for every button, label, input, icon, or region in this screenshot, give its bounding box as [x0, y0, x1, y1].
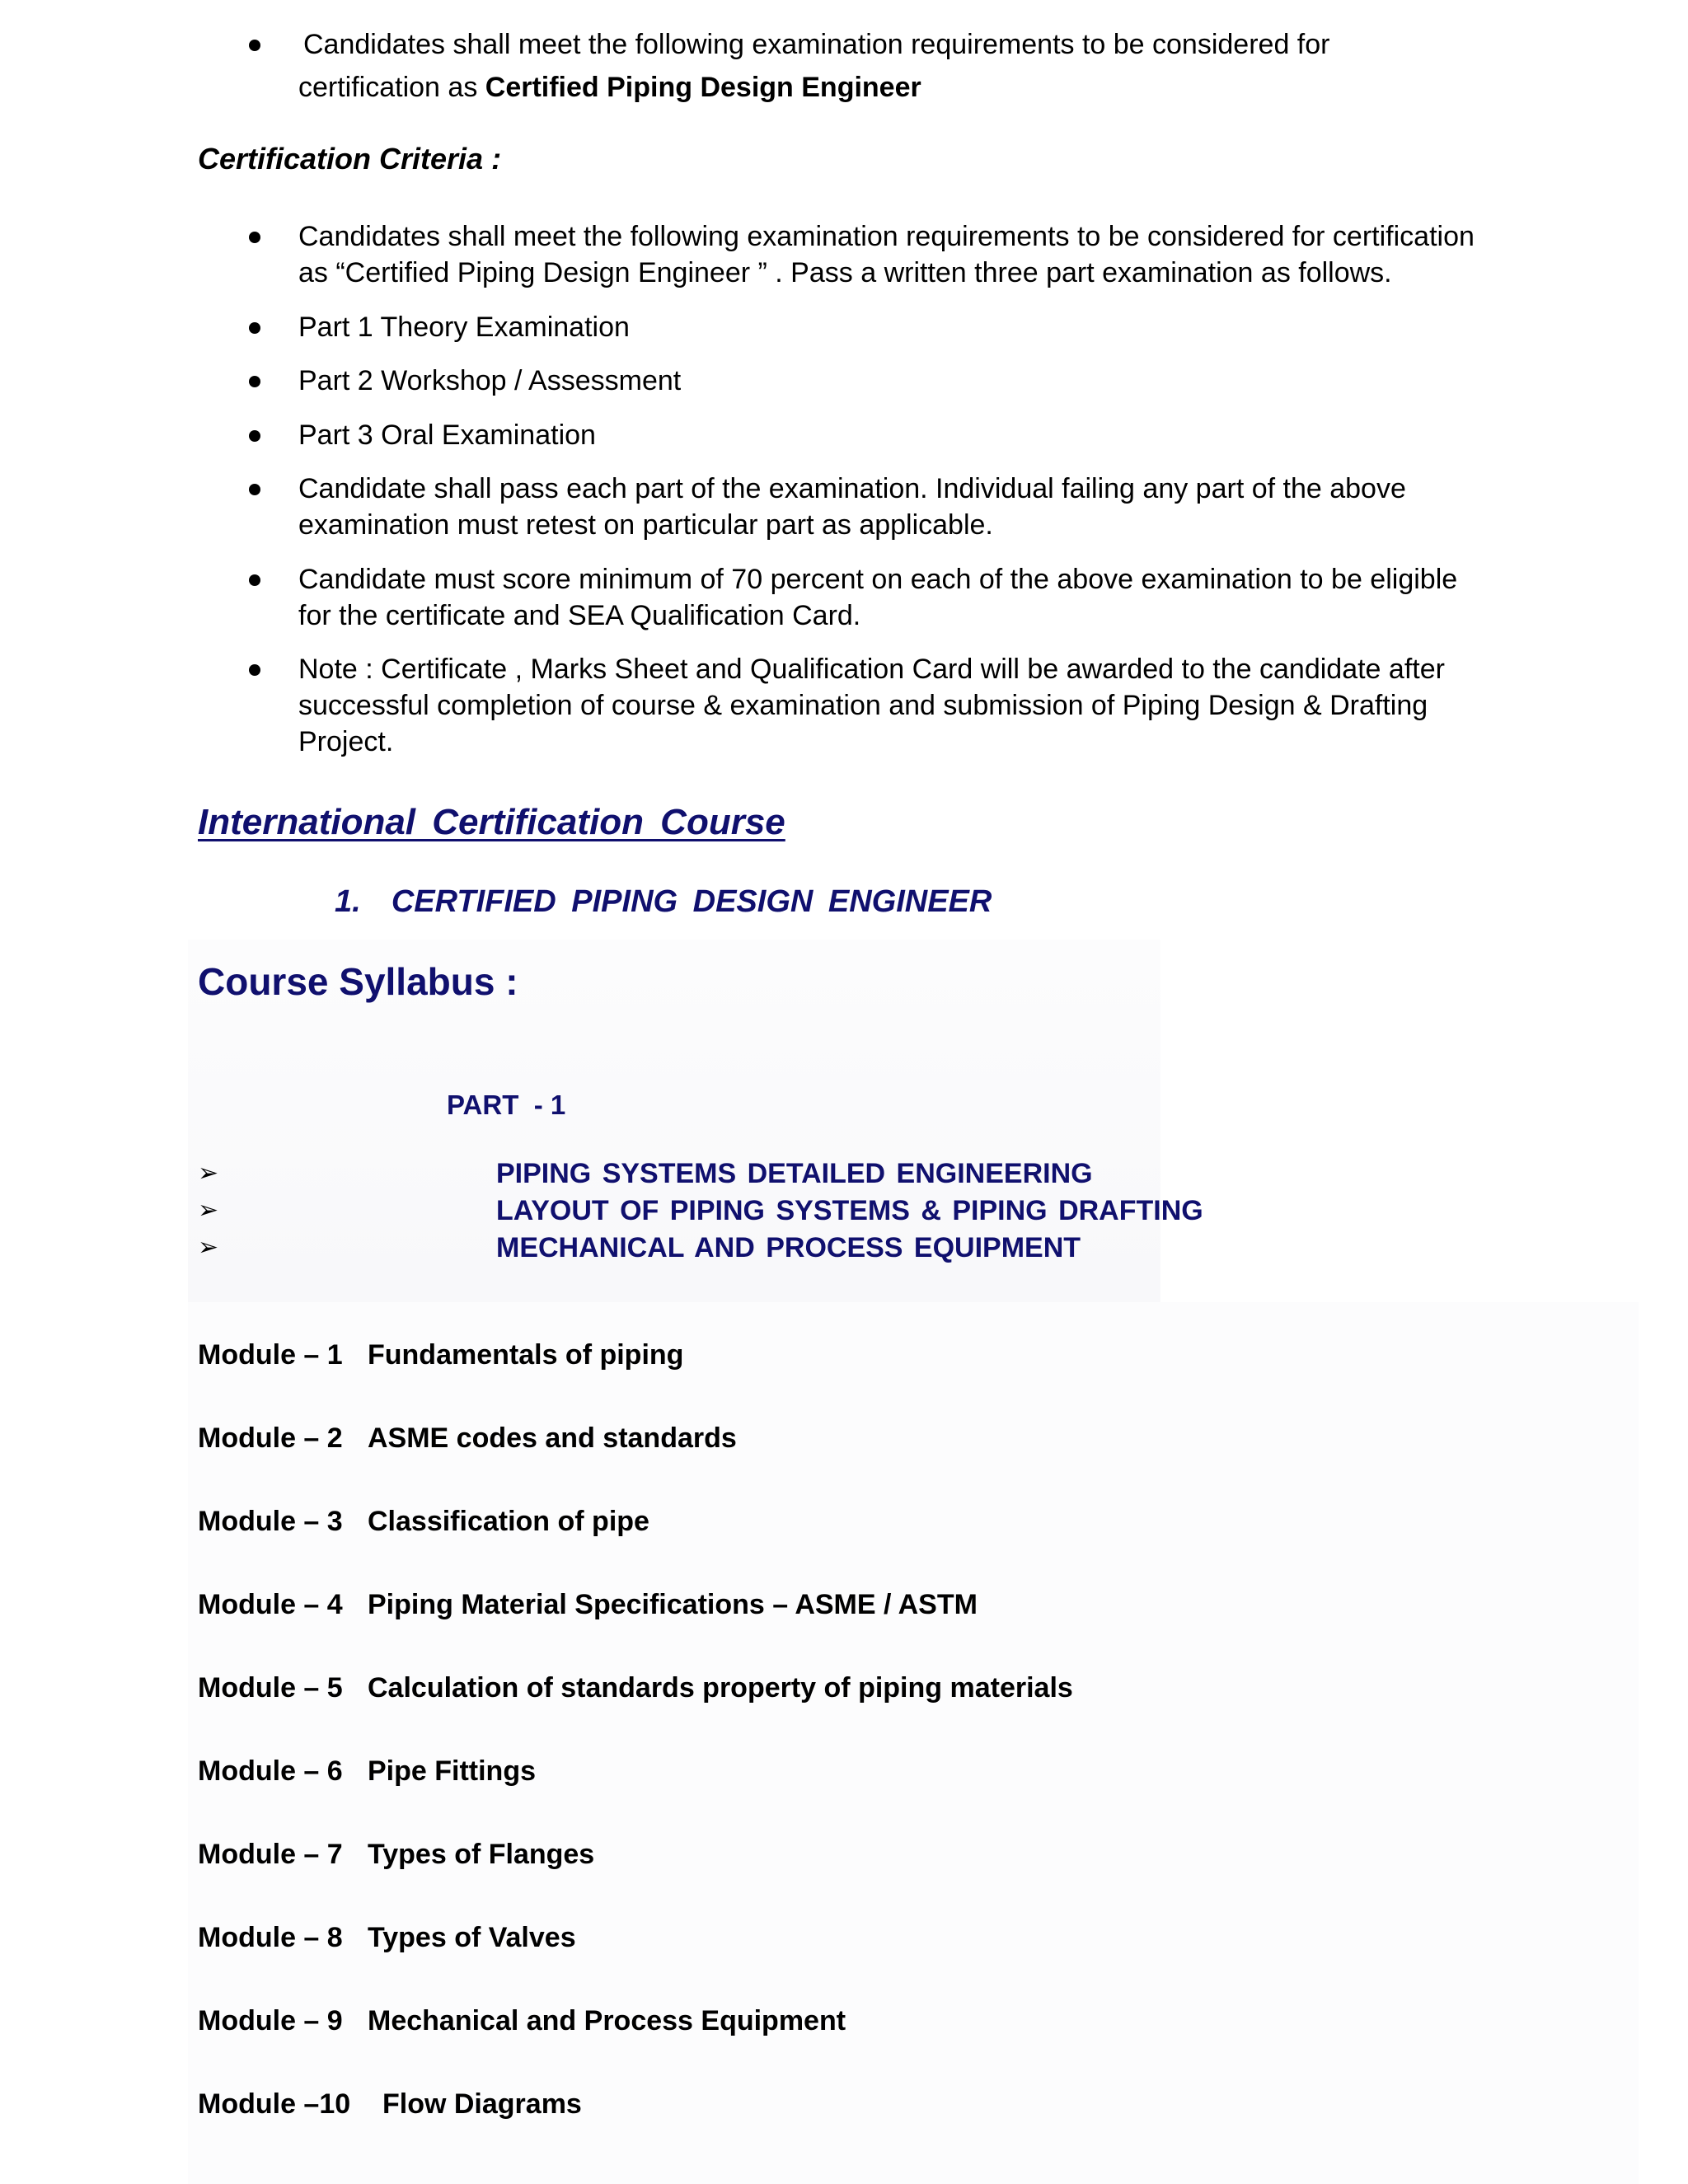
module-title: Fundamentals of piping	[368, 1339, 684, 1371]
syllabus-topic-2: LAYOUT OF PIPING SYSTEMS & PIPING DRAFTING	[496, 1195, 1203, 1226]
criteria-bullet	[249, 574, 260, 586]
module-title: Flow Diagrams	[382, 2088, 582, 2120]
criteria-item-4: Part 3 Oral Examination	[298, 419, 596, 451]
syllabus-topic-3: MECHANICAL AND PROCESS EQUIPMENT	[496, 1232, 1081, 1263]
module-title: Classification of pipe	[368, 1506, 649, 1537]
international-course-heading: International Certification Course	[198, 802, 785, 842]
module-title: Pipe Fittings	[368, 1755, 536, 1787]
criteria-item-5-line-1: Candidate shall pass each part of the examination. Individual failing any part of the above	[298, 473, 1406, 504]
criteria-bullet	[249, 484, 260, 495]
criteria-bullet	[249, 232, 260, 243]
module-number: Module – 2	[198, 1422, 343, 1454]
criteria-item-7-line-1: Note : Certificate , Marks Sheet and Qualification Card will be awarded to the candidate after	[298, 654, 1445, 685]
module-number: Module –10	[198, 2088, 351, 2120]
arrow-bullet-icon: ➢	[198, 1196, 219, 1225]
criteria-bullet	[249, 664, 260, 676]
criteria-item-1-line-1: Candidates shall meet the following examination requirements to be considered for certification	[298, 221, 1475, 252]
course-title	[335, 884, 992, 920]
module-title: Calculation of standards property of piping materials	[368, 1672, 1073, 1704]
module-title: ASME codes and standards	[368, 1422, 737, 1454]
criteria-item-7-line-3: Project.	[298, 726, 394, 757]
criteria-item-2: Part 1 Theory Examination	[298, 312, 630, 343]
intro-bullet	[249, 40, 260, 51]
course-number: 1.	[335, 884, 361, 919]
intro-line-2-prefix: certification as	[298, 72, 485, 103]
module-title: Types of Flanges	[368, 1839, 595, 1870]
module-title: Piping Material Specifications – ASME / ASTM	[368, 1589, 978, 1620]
arrow-bullet-icon: ➢	[198, 1159, 219, 1188]
criteria-bullet	[249, 430, 260, 442]
arrow-bullet-icon: ➢	[198, 1233, 219, 1262]
intro-line-1: Candidates shall meet the following examination requirements to be considered for	[303, 29, 1330, 60]
module-number: Module – 1	[198, 1339, 343, 1371]
criteria-item-7-line-2: successful completion of course & examination and submission of Piping Design & Drafting	[298, 690, 1428, 721]
intro-certification-name: Certified Piping Design Engineer	[485, 72, 921, 103]
module-title: Mechanical and Process Equipment	[368, 2005, 846, 2036]
criteria-item-6-line-2: for the certificate and SEA Qualification Card.	[298, 600, 861, 631]
syllabus-heading: Course Syllabus :	[198, 960, 518, 1003]
syllabus-topic-1: PIPING SYSTEMS DETAILED ENGINEERING	[496, 1158, 1093, 1189]
intro-line-2	[298, 69, 921, 105]
criteria-heading: Certification Criteria :	[198, 142, 502, 176]
module-number: Module – 7	[198, 1839, 343, 1870]
module-number: Module – 8	[198, 1922, 343, 1953]
module-number: Module – 9	[198, 2005, 343, 2036]
criteria-bullet	[249, 322, 260, 334]
criteria-item-5-line-2: examination must retest on particular part as applicable.	[298, 509, 993, 541]
criteria-item-6-line-1: Candidate must score minimum of 70 percent on each of the above examination to be eligible	[298, 564, 1458, 595]
module-number: Module – 4	[198, 1589, 343, 1620]
criteria-bullet	[249, 376, 260, 387]
module-number: Module – 5	[198, 1672, 343, 1704]
criteria-item-1-line-2: as “Certified Piping Design Engineer ” . Pass a written three part examination as follows.	[298, 257, 1392, 288]
module-number: Module – 3	[198, 1506, 343, 1537]
criteria-item-3: Part 2 Workshop / Assessment	[298, 365, 682, 396]
course-name: CERTIFIED PIPING DESIGN ENGINEER	[391, 884, 992, 919]
part-label: PART - 1	[447, 1090, 566, 1120]
module-title: Types of Valves	[368, 1922, 576, 1953]
module-number: Module – 6	[198, 1755, 343, 1787]
